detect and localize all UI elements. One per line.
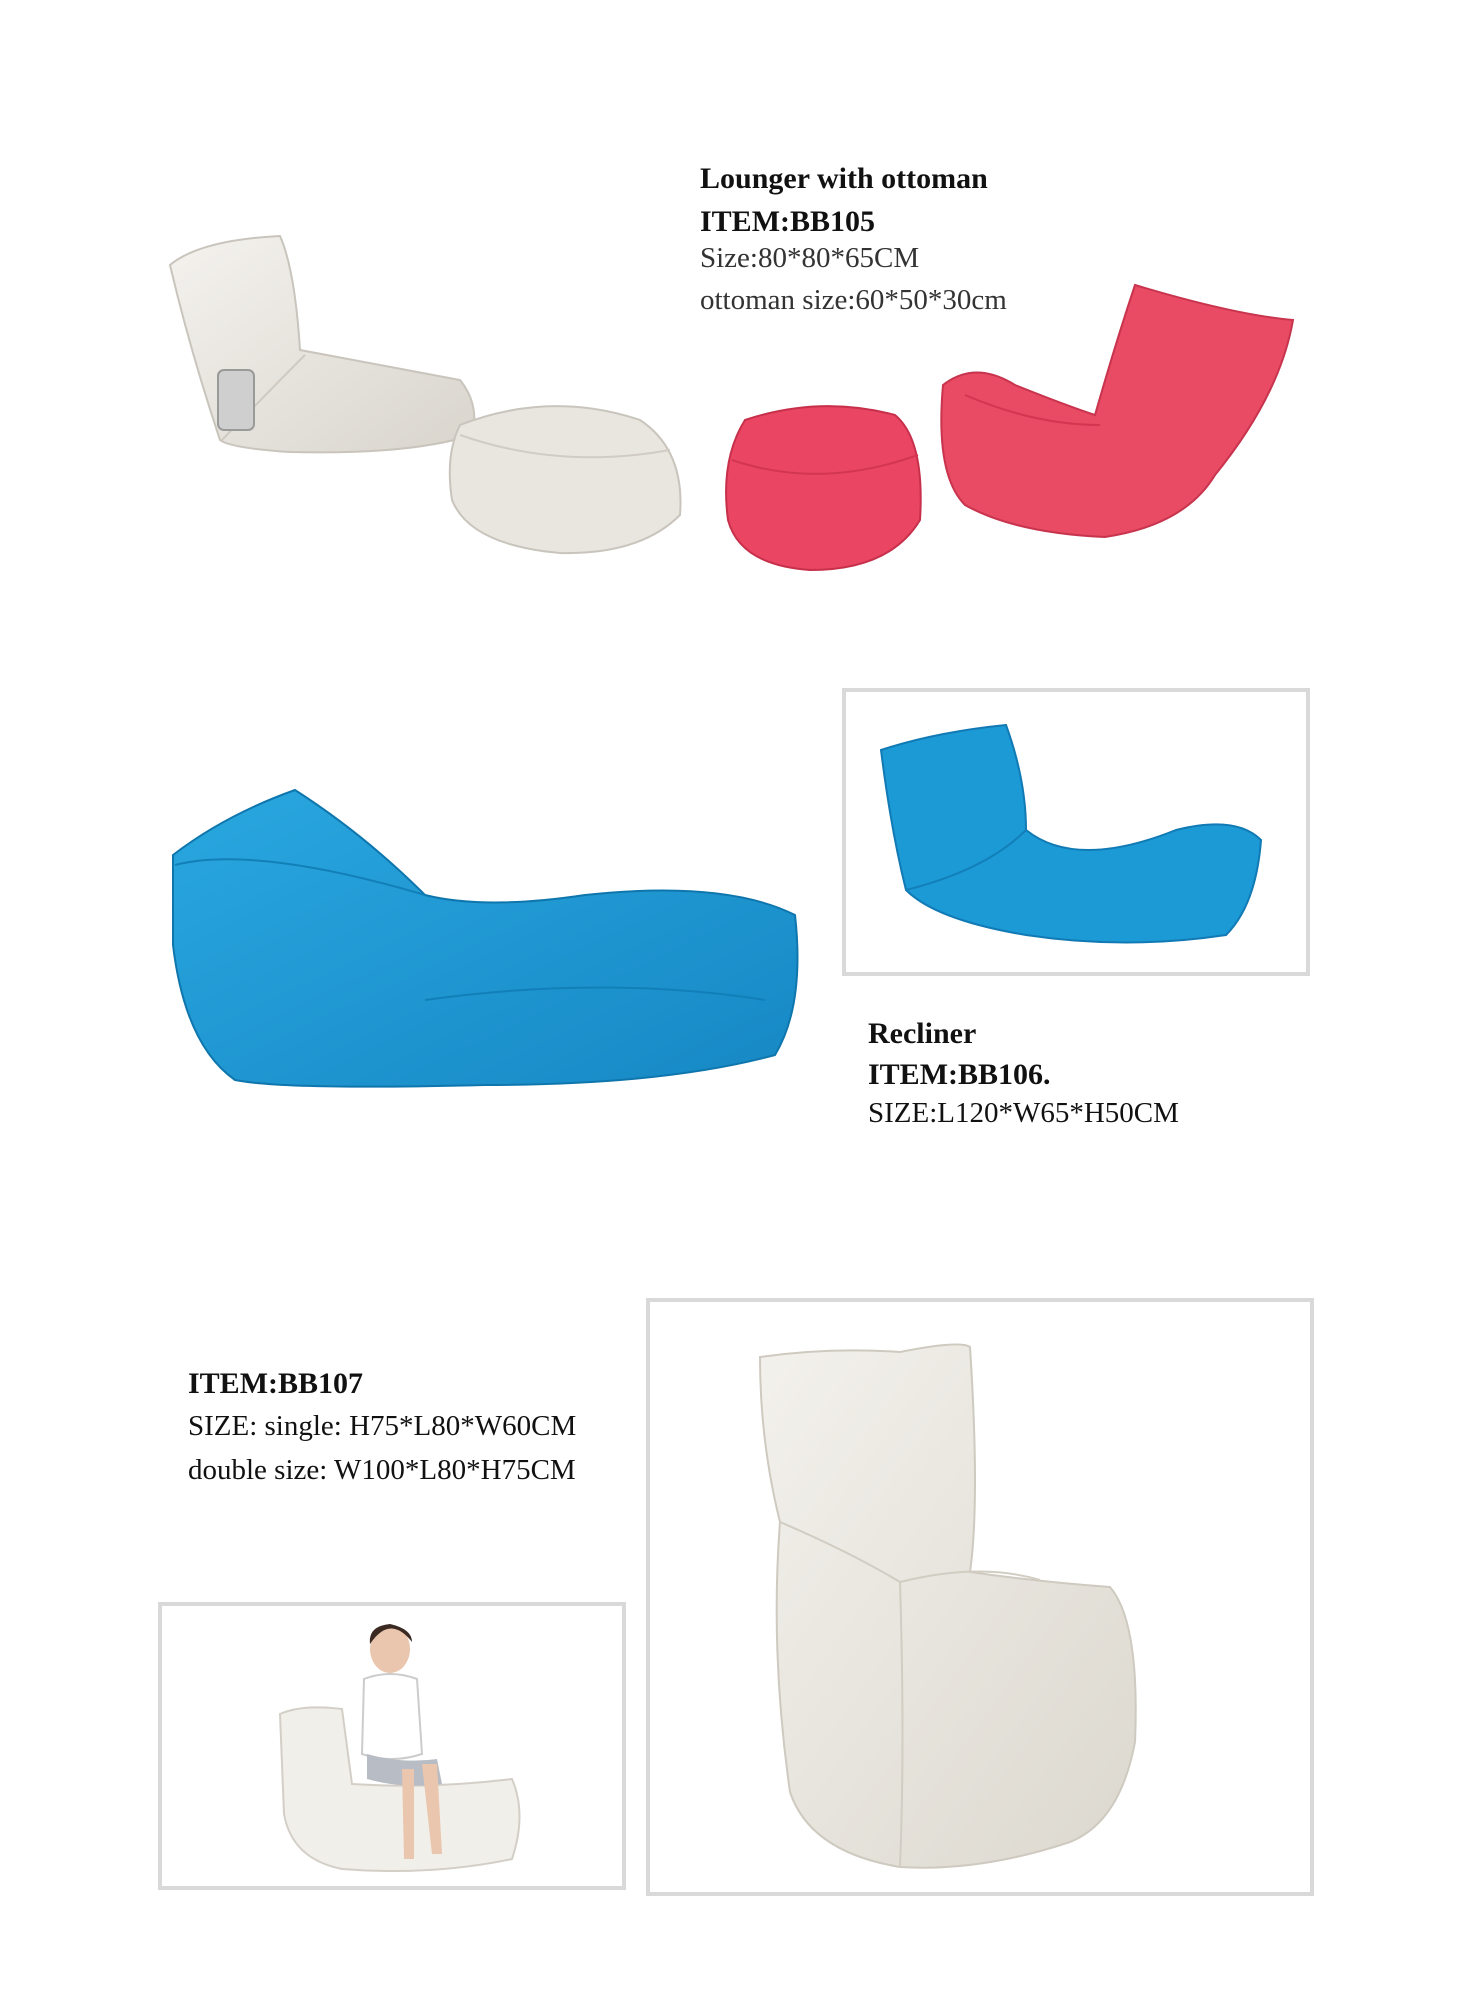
bb105-title: Lounger with ottoman — [700, 162, 988, 195]
white-bean-bag-chair-image — [740, 1322, 1230, 1882]
bb106-size: SIZE:L120*W65*H50CM — [868, 1097, 1179, 1129]
bb105-size: Size:80*80*65CM — [700, 242, 920, 274]
bb107-lifestyle-photo-frame — [158, 1602, 626, 1890]
blue-recliner-large-image — [165, 785, 805, 1100]
bb107-chair-photo-frame — [646, 1298, 1314, 1896]
bb106-title: Recliner — [868, 1017, 977, 1050]
pink-ottoman-image — [720, 400, 930, 575]
bb106-item-code: ITEM:BB106. — [868, 1058, 1051, 1091]
bb107-item-code: ITEM:BB107 — [188, 1367, 364, 1400]
bb107-size-double: double size: W100*L80*H75CM — [188, 1454, 576, 1486]
bb105-item-code: ITEM:BB105 — [700, 205, 876, 238]
blue-recliner-small-image — [876, 720, 1266, 955]
woman-sitting-on-bean-bag-image — [272, 1614, 532, 1884]
bb105-ottoman-size: ottoman size:60*50*30cm — [700, 284, 1007, 316]
white-ottoman-image — [440, 395, 690, 560]
bb107-size-single: SIZE: single: H75*L80*W60CM — [188, 1410, 577, 1442]
recliner-photo-frame — [842, 688, 1310, 976]
pink-lounger-image — [935, 275, 1295, 540]
